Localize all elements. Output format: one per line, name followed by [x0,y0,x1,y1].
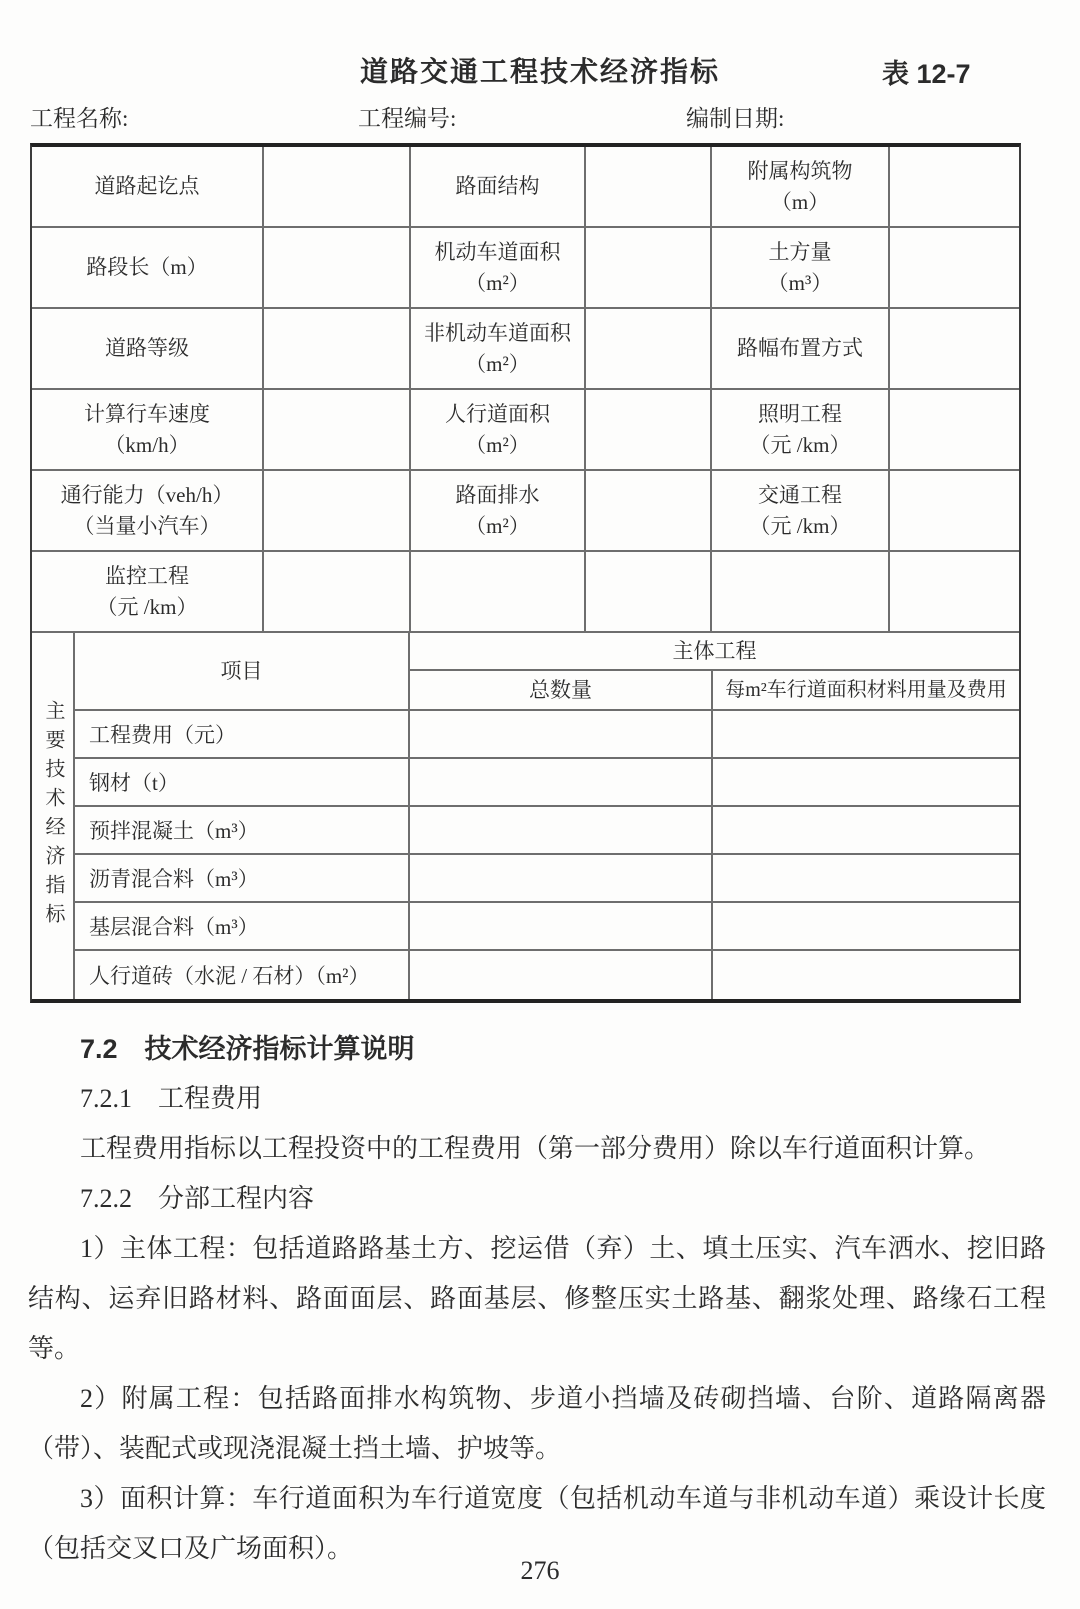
project-number-label: 工程编号: [358,106,457,131]
paragraph-area-calculation: 3）面积计算：车行道面积为车行道宽度（包括机动车道与非机动车道）乘设计长度（包括交叉口及广场面积）。 [28,1484,1046,1563]
premixed-concrete-total-cell [410,807,711,853]
road-grade-label: 道路等级 [32,309,262,388]
lighting-works-value-cell [890,390,1019,469]
road-width-layout-value-cell [890,309,1019,388]
pavement-structure-label: 路面结构 [411,147,584,226]
item-base-mixture: 基层混合料（m³） [75,903,408,949]
empty-cell [586,552,710,631]
road-grade-value-cell [264,309,409,388]
pavement-drainage-label: 路面排水 （m²） [411,471,584,550]
table-number: 表 12-7 [882,59,971,89]
appurtenant-structures-label: 附属构筑物 （m） [712,147,888,226]
paragraph-main-works: 1）主体工程：包括道路路基土方、挖运借（弃）土、填土压实、汽车洒水、挖旧路结构、运弃旧路材料、路面面层、路面基层、修整压实土路基、翻浆处理、路缘石工程等。 [28,1234,1046,1363]
project-name-label: 工程名称: [30,106,129,131]
project-cost-per-sqm-cell [713,711,1019,757]
sidewalk-brick-per-sqm-cell [713,951,1019,999]
item-steel: 钢材（t） [75,759,408,805]
item-sidewalk-brick: 人行道砖（水泥 / 石材）（m²） [75,951,408,999]
compile-date-label: 编制日期: [686,106,785,131]
motor-lane-area-label: 机动车道面积 （m²） [411,228,584,307]
section-7-2-2-heading: 7.2.2 分部工程内容 [80,1184,315,1213]
road-endpoints-label: 道路起讫点 [32,147,262,226]
side-vertical-label: 主要技术经济指标 [32,633,73,999]
traffic-works-value-cell [890,471,1019,550]
design-speed-label: 计算行车速度 （km/h） [32,390,262,469]
design-speed-value-cell [264,390,409,469]
lower-grid [32,633,1019,999]
empty-cell [890,552,1019,631]
project-cost-total-cell [410,711,711,757]
indicator-table [30,143,1021,1003]
document-title: 道路交通工程技术经济指标 [359,56,720,87]
earthwork-volume-value-cell [890,228,1019,307]
monitoring-works-label: 监控工程 （元 /km） [32,552,262,631]
segment-length-label: 路段长（m） [32,228,262,307]
base-mixture-per-sqm-cell [713,903,1019,949]
total-quantity-header: 总数量 [410,671,711,709]
paragraph-project-cost: 工程费用指标以工程投资中的工程费用（第一部分费用）除以车行道面积计算。 [80,1134,991,1163]
empty-cell [712,552,888,631]
upper-grid [32,147,1019,631]
base-mixture-total-cell [410,903,711,949]
sidewalk-brick-total-cell [410,951,711,999]
steel-total-cell [410,759,711,805]
asphalt-mixture-per-sqm-cell [713,855,1019,901]
sidewalk-area-label: 人行道面积 （m²） [411,390,584,469]
road-width-layout-label: 路幅布置方式 [712,309,888,388]
page-number: 276 [520,1556,560,1585]
premixed-concrete-per-sqm-cell [713,807,1019,853]
body-text [28,1024,1046,1574]
sidewalk-area-value-cell [586,390,710,469]
non-motor-lane-area-label: 非机动车道面积 （m²） [411,309,584,388]
road-endpoints-value-cell [264,147,409,226]
per-sqm-usage-header: 每m²车行道面积材料用量及费用 [713,671,1019,709]
non-motor-lane-area-value-cell [586,309,710,388]
item-premixed-concrete: 预拌混凝土（m³） [75,807,408,853]
traffic-capacity-label: 通行能力（veh/h） （当量小汽车） [32,471,262,550]
main-works-group-header: 主体工程 [410,633,1019,669]
paragraph-appurtenant-works: 2）附属工程：包括路面排水构筑物、步道小挡墙及砖砌挡墙、台阶、道路隔离器（带）、装配式或现浇混凝土挡土墙、护坡等。 [28,1384,1046,1463]
monitoring-works-value-cell [264,552,409,631]
item-project-cost: 工程费用（元） [75,711,408,757]
lighting-works-label: 照明工程 （元 /km） [712,390,888,469]
section-7-2-1-heading: 7.2.1 工程费用 [80,1084,263,1113]
item-asphalt-mixture: 沥青混合料（m³） [75,855,408,901]
item-column-header: 项目 [75,633,408,709]
earthwork-volume-label: 土方量 （m³） [712,228,888,307]
empty-cell [411,552,584,631]
steel-per-sqm-cell [713,759,1019,805]
traffic-capacity-value-cell [264,471,409,550]
meta-row [0,100,1080,132]
traffic-works-label: 交通工程 （元 /km） [712,471,888,550]
asphalt-mixture-total-cell [410,855,711,901]
segment-length-value-cell [264,228,409,307]
pavement-drainage-value-cell [586,471,710,550]
section-7-2-heading: 7.2 技术经济指标计算说明 [80,1034,415,1064]
motor-lane-area-value-cell [586,228,710,307]
pavement-structure-value-cell [586,147,710,226]
appurtenant-structures-value-cell [890,147,1019,226]
